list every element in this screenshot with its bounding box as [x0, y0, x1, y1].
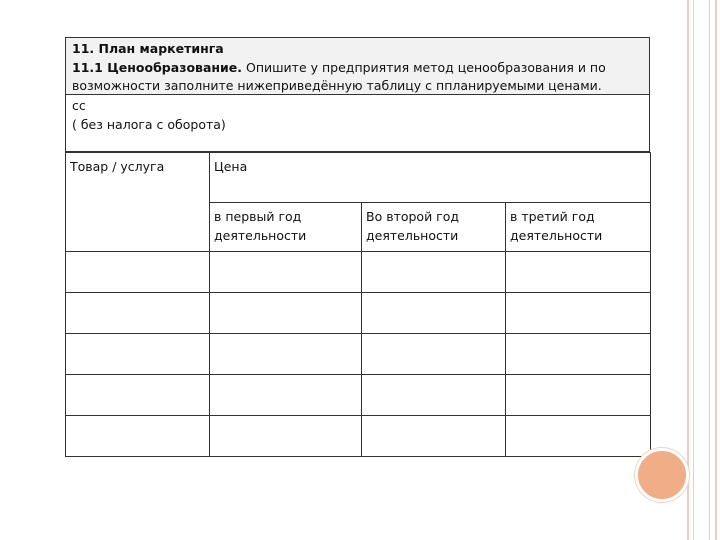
table-cell[interactable] — [66, 334, 210, 375]
section-header — [65, 37, 650, 95]
section-title: 11. План маркетинга — [72, 41, 224, 56]
instruction-text: Опишите у предприятия метод ценообразования и по — [242, 59, 606, 75]
header-year-1: в первый год деятельности — [210, 203, 362, 252]
table-cell[interactable] — [506, 252, 651, 293]
decor-line — [709, 0, 710, 540]
currency-label: cc — [72, 98, 86, 113]
subsection-title: 11.1 Ценообразование. — [72, 59, 243, 75]
table-cell[interactable] — [506, 416, 651, 457]
tax-note: ( без налога с оборота) — [72, 116, 226, 132]
table-row — [66, 293, 651, 334]
currency-note — [65, 95, 650, 152]
table-cell[interactable] — [362, 375, 506, 416]
pricing-table — [65, 152, 651, 457]
table-row — [66, 416, 651, 457]
decor-circle — [635, 448, 689, 502]
header-price: Цена — [210, 153, 651, 203]
header-year-3: в третий год деятельности — [506, 203, 651, 252]
table-cell[interactable] — [210, 416, 362, 457]
instruction-text-cont: возможности заполните нижеприведённую таблицу с ппланируемыми ценами. — [72, 78, 602, 93]
decor-line — [687, 0, 689, 540]
table-row — [66, 375, 651, 416]
table-cell[interactable] — [210, 293, 362, 334]
table-cell[interactable] — [210, 334, 362, 375]
decor-line — [693, 0, 694, 540]
table-cell[interactable] — [66, 252, 210, 293]
header-product: Товар / услуга — [66, 153, 210, 252]
table-cell[interactable] — [506, 375, 651, 416]
table-cell[interactable] — [362, 334, 506, 375]
table-cell[interactable] — [210, 375, 362, 416]
table-cell[interactable] — [66, 375, 210, 416]
table-cell[interactable] — [210, 252, 362, 293]
table-row — [66, 334, 651, 375]
table-cell[interactable] — [362, 293, 506, 334]
table-cell[interactable] — [506, 293, 651, 334]
table-cell[interactable] — [362, 252, 506, 293]
table-cell[interactable] — [362, 416, 506, 457]
table-cell[interactable] — [506, 334, 651, 375]
header-year-2: Во второй год деятельности — [362, 203, 506, 252]
decor-line — [715, 0, 717, 540]
table-cell[interactable] — [66, 293, 210, 334]
table-cell[interactable] — [66, 416, 210, 457]
table-row — [66, 252, 651, 293]
